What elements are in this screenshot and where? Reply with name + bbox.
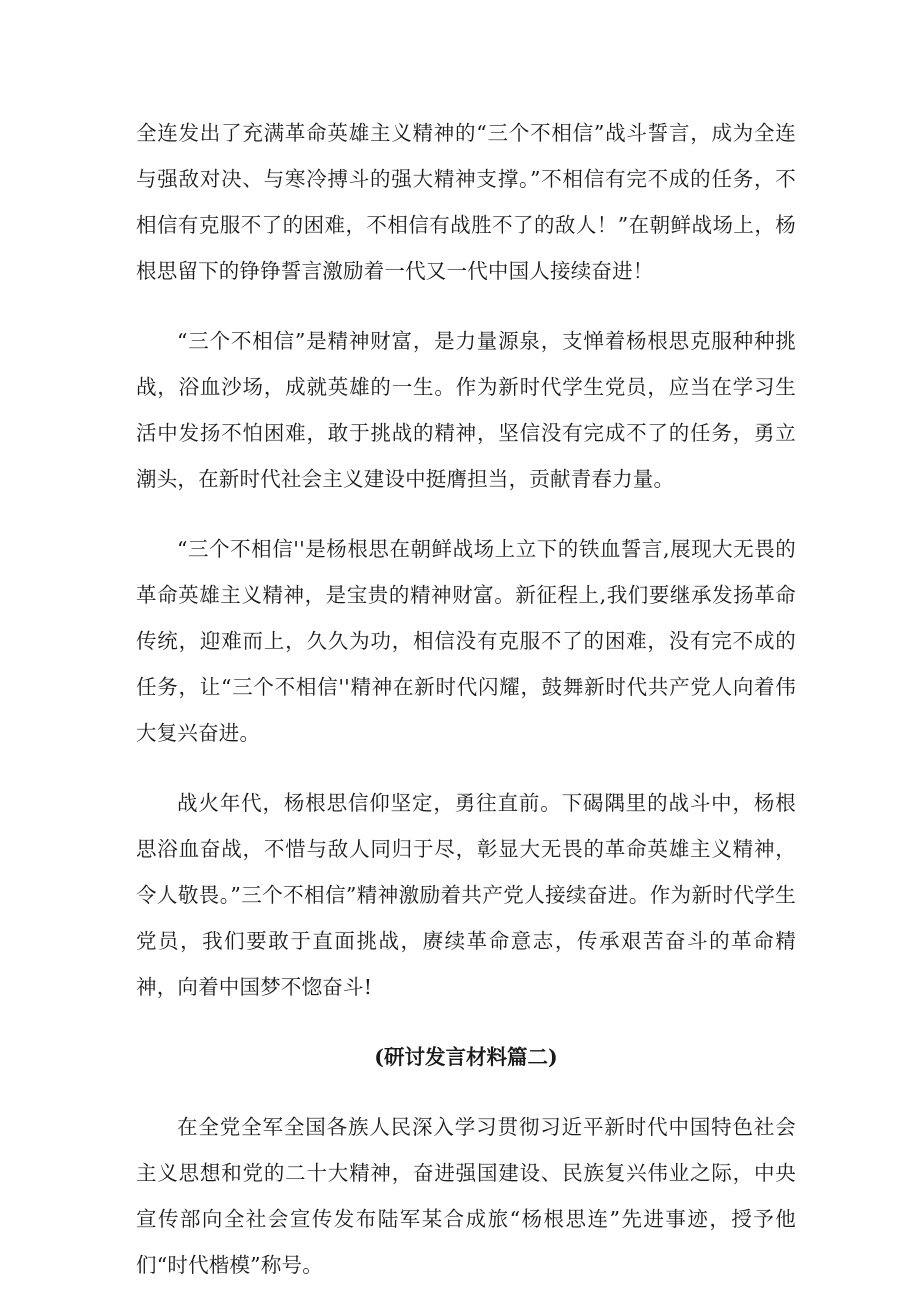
section-heading: (研讨发言材料篇二)	[374, 1045, 558, 1069]
paragraph-3: “三个不相信''是杨根思在朝鲜战场上立下的铁血誓言,展现大无畏的革命英雄主义精神，是宝贵的精神财富。新征程上,我们要继承发扬革命传统，迎难而上，久久为功，相信没有克服不了的困难，没有完不成的任务，让“三个不相信''精神在新时代闪耀，鼓舞新时代共产党人向着伟大复兴奋进。	[136, 537, 796, 745]
paragraph-4: 战火年代，杨根思信仰坚定，勇往直前。下碣隅里的战斗中，杨根思浴血奋战，不惜与敌人同归于尽，彰显大无畏的革命英雄主义精神，令人敬畏。”三个不相信”精神激励着共产党人接续奋进。作为新时代学生党员，我们要敢于直面挑战，赓续革命意志，传承艰苦奋斗的革命精神，向着中国梦不惚奋斗!	[136, 791, 796, 999]
paragraph-2: “三个不相信”是精神财富，是力量源泉，支惮着杨根思克服种种挑战，浴血沙场，成就英雄的一生。作为新时代学生党员，应当在学习生活中发扬不怕困难，敢于挑战的精神，坚信没有完成不了的任务，勇立潮头，在新时代社会主义建设中挺膺担当，贡献青春力量。	[136, 329, 796, 491]
document-page	[136, 110, 796, 1288]
paragraph-1: 全连发出了充满革命英雄主义精神的“三个不相信”战斗誓言，成为全连与强敌对决、与寒冷搏斗的强大精神支撑。”不相信有完不成的任务，不相信有克服不了的困难，不相信有战胜不了的敌人！”在朝鲜战场上，杨根思留下的铮铮誓言激励着一代又一代中国人接续奋进！	[136, 121, 796, 283]
paragraph-5: 在全党全军全国各族人民深入学习贯彻习近平新时代中国特色社会主义思想和党的二十大精神，奋进强国建设、民族复兴伟业之际，中央宣传部向全社会宣传发布陆军某合成旅“杨根思连”先进事迹，授予他们“时代楷模”称号。	[136, 1115, 796, 1277]
